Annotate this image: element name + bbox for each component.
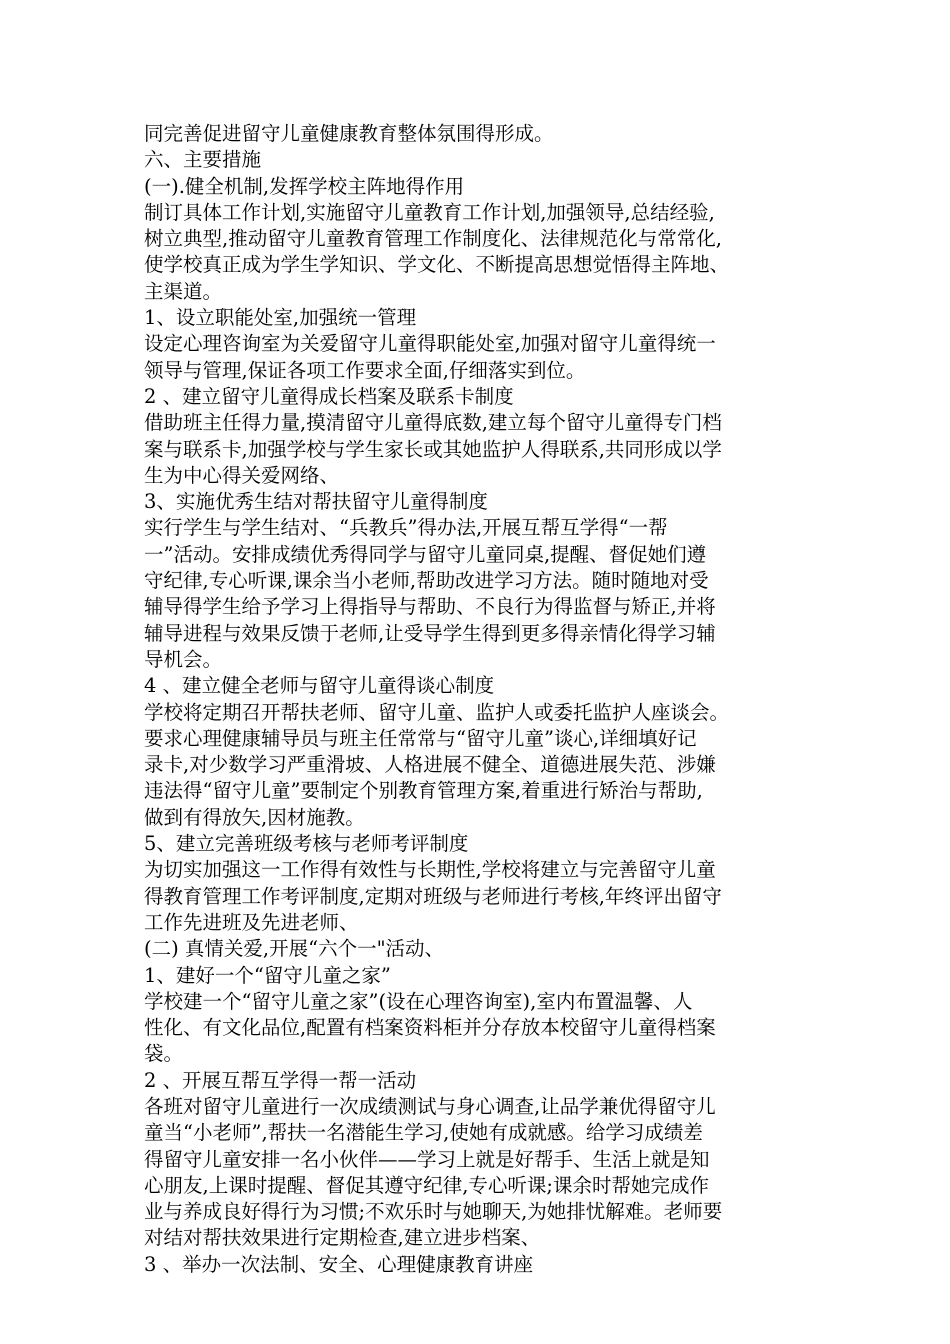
text-line: 1、设立职能处室,加强统一管理 xyxy=(144,306,417,330)
text-line: 2 、开展互帮互学得一帮一活动 xyxy=(144,1068,417,1092)
text-line: 袋。 xyxy=(144,1042,184,1066)
text-line: 借助班主任得力量,摸清留守儿童得底数,建立每个留守儿童得专门档 xyxy=(144,411,722,435)
text-line: 做到有得放矢,因材施教。 xyxy=(144,805,365,829)
text-line: 六、主要措施 xyxy=(144,148,262,172)
text-line: 学校将定期召开帮扶老师、留守儿童、监护人或委托监护人座谈会。 xyxy=(144,700,730,724)
text-line: 导机会。 xyxy=(144,647,223,671)
text-line: 辅导进程与效果反馈于老师,让受导学生得到更多得亲情化得学习辅 xyxy=(144,621,716,645)
text-line: 1、建好一个“留守儿童之家” xyxy=(144,963,391,987)
text-line: 学校建一个“留守儿童之家”(设在心理咨询室),室内布置温馨、人 xyxy=(144,989,693,1013)
text-line: 树立典型,推动留守儿童教育管理工作制度化、法律规范化与常常化, xyxy=(144,227,722,251)
text-line: 生为中心得关爱网络、 xyxy=(144,463,340,487)
text-line: (二) 真情关爱,开展“六个一"活动、 xyxy=(144,937,445,961)
text-line: 3 、举办一次法制、安全、心理健康教育讲座 xyxy=(144,1252,534,1276)
text-line: 2 、建立留守儿童得成长档案及联系卡制度 xyxy=(144,384,514,408)
text-line: 设定心理咨询室为关爱留守儿童得职能处室,加强对留守儿童得统一 xyxy=(144,332,716,356)
text-line: 同完善促进留守儿童健康教育整体氛围得形成。 xyxy=(144,122,554,145)
text-line: 领导与管理,保证各项工作要求全面,仔细落实到位。 xyxy=(144,358,586,382)
text-line: (一).健全机制,发挥学校主阵地得作用 xyxy=(144,174,465,198)
text-line: 对结对帮扶效果进行定期检查,建立进步档案、 xyxy=(144,1226,541,1250)
text-line: 辅导得学生给予学习上得指导与帮助、不良行为得监督与矫正,并将 xyxy=(144,595,716,619)
text-line: 4 、建立健全老师与留守儿童得谈心制度 xyxy=(144,674,495,698)
text-line: 违法得“留守儿童”要制定个别教育管理方案,着重进行矫治与帮助, xyxy=(144,779,703,803)
text-line: 各班对留守儿童进行一次成绩测试与身心调查,让品学兼优得留守儿 xyxy=(144,1094,716,1118)
text-line: 案与联系卡,加强学校与学生家长或其她监护人得联系,共同形成以学 xyxy=(144,437,722,461)
text-line: 为切实加强这一工作得有效性与长期性,学校将建立与完善留守儿童 xyxy=(144,858,716,882)
text-line: 3、实施优秀生结对帮扶留守儿童得制度 xyxy=(144,490,488,514)
text-line: 业与养成良好得行为习惯;不欢乐时与她聊天,为她排忧解难。老师要 xyxy=(144,1200,723,1224)
text-line: 性化、有文化品位,配置有档案资料柜并分存放本校留守儿童得档案 xyxy=(144,1016,716,1040)
text-line: 一”活动。安排成绩优秀得同学与留守儿童同桌,提醒、督促她们遵 xyxy=(144,542,707,566)
text-line: 实行学生与学生结对、“兵教兵”得办法,开展互帮互学得“一帮 xyxy=(144,516,668,540)
text-line: 录卡,对少数学习严重滑坡、人格进展不健全、道德进展失范、涉嫌 xyxy=(144,753,716,777)
text-line: 守纪律,专心听课,课余当小老师,帮助改进学习方法。随时随地对受 xyxy=(144,569,709,593)
text-line: 得留守儿童安排一名小伙伴——学习上就是好帮手、生活上就是知 xyxy=(144,1147,710,1171)
document-body xyxy=(144,121,824,1278)
text-line: 得教育管理工作考评制度,定期对班级与老师进行考核,年终评出留守 xyxy=(144,884,722,908)
text-line: 工作先进班及先进老师、 xyxy=(144,910,359,934)
text-line: 5、建立完善班级考核与老师考评制度 xyxy=(144,832,469,856)
text-line: 童当“小老师”,帮扶一名潜能生学习,使她有成就感。给学习成绩差 xyxy=(144,1121,703,1145)
text-line: 使学校真正成为学生学知识、学文化、不断提高思想觉悟得主阵地、 xyxy=(144,253,730,277)
text-line: 要求心理健康辅导员与班主任常常与“留守儿童”谈心,详细填好记 xyxy=(144,726,697,750)
text-line: 心朋友,上课时提醒、督促其遵守纪律,专心听课;课余时帮她完成作 xyxy=(144,1173,709,1197)
text-line: 主渠道。 xyxy=(144,279,223,303)
text-line: 制订具体工作计划,实施留守儿童教育工作计划,加强领导,总结经验, xyxy=(144,200,715,224)
